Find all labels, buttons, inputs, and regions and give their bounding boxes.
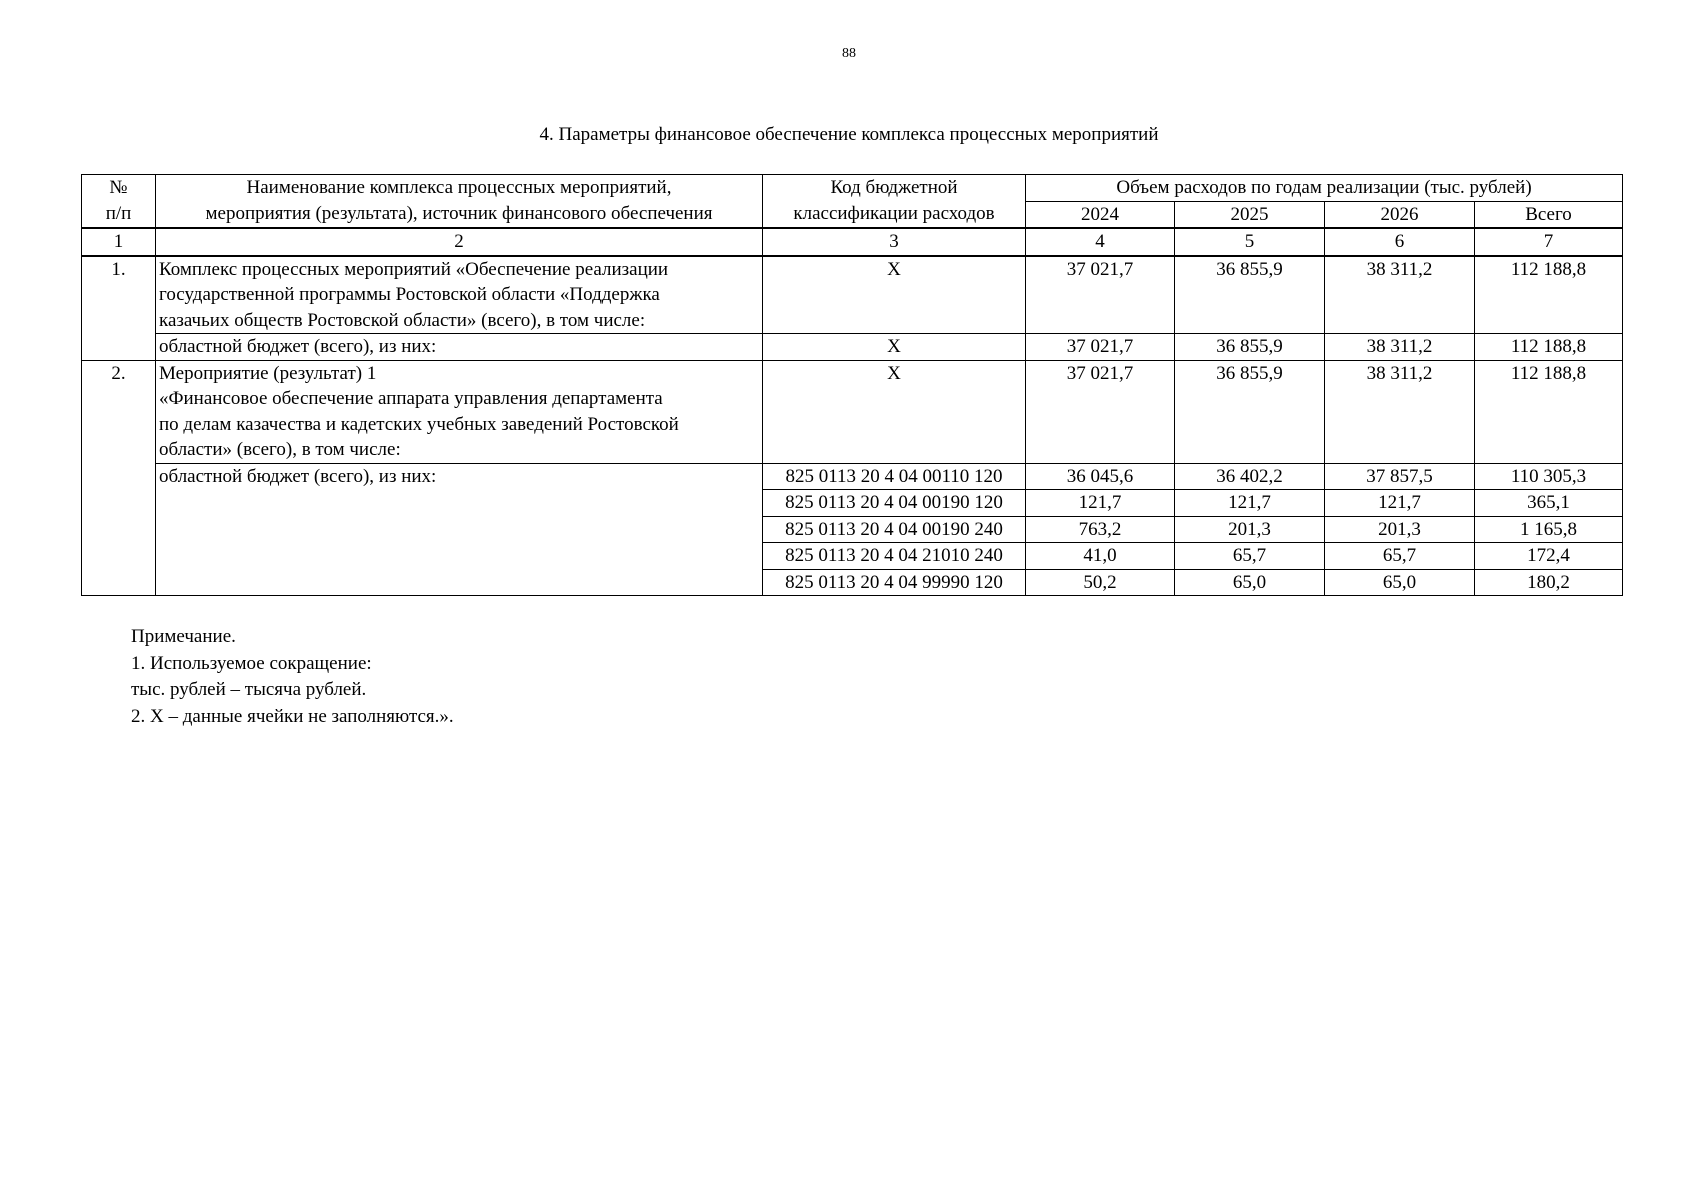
col-number: 5 bbox=[1175, 228, 1325, 256]
value-2024: 50,2 bbox=[1026, 569, 1175, 596]
value-2025: 65,7 bbox=[1175, 543, 1325, 570]
table-row bbox=[82, 256, 1623, 334]
value-total: 110 305,3 bbox=[1475, 463, 1623, 490]
row-code: 825 0113 20 4 04 00190 240 bbox=[763, 516, 1026, 543]
row-name: Мероприятие (результат) 1 «Финансовое обеспечение аппарата управления департамента по делам казачества и кадетских учебных заведений Ростовской области» (всего), в том числе: bbox=[156, 360, 763, 463]
value-2024: 37 021,7 bbox=[1026, 334, 1175, 361]
page-number: 88 bbox=[842, 46, 856, 61]
value-total: 180,2 bbox=[1475, 569, 1623, 596]
value-total: 1 165,8 bbox=[1475, 516, 1623, 543]
value-2026: 38 311,2 bbox=[1325, 256, 1475, 334]
row-number: 2. bbox=[82, 360, 156, 596]
value-2026: 65,7 bbox=[1325, 543, 1475, 570]
value-total: 112 188,8 bbox=[1475, 360, 1623, 463]
header-name: Наименование комплекса процессных мероприятий, мероприятия (результата), источник финансового обеспечения bbox=[156, 175, 763, 229]
col-number: 1 bbox=[82, 228, 156, 256]
header-total: Всего bbox=[1475, 201, 1623, 228]
value-total: 365,1 bbox=[1475, 490, 1623, 517]
header-year-2024: 2024 bbox=[1026, 201, 1175, 228]
row-code: 825 0113 20 4 04 00110 120 bbox=[763, 463, 1026, 490]
notes bbox=[131, 624, 454, 730]
table-row bbox=[82, 334, 1623, 361]
value-total: 112 188,8 bbox=[1475, 334, 1623, 361]
row-code: Х bbox=[763, 334, 1026, 361]
value-2025: 36 855,9 bbox=[1175, 256, 1325, 334]
notes-heading: Примечание. bbox=[131, 626, 236, 647]
header-year-2026: 2026 bbox=[1325, 201, 1475, 228]
col-number: 6 bbox=[1325, 228, 1475, 256]
row-name: Комплекс процессных мероприятий «Обеспечение реализации государственной программы Ростовской области «Поддержка казачьих обществ Ростовской области» (всего), в том числе: bbox=[156, 256, 763, 334]
value-2024: 763,2 bbox=[1026, 516, 1175, 543]
header-year-2025: 2025 bbox=[1175, 201, 1325, 228]
value-2024: 41,0 bbox=[1026, 543, 1175, 570]
value-2025: 36 402,2 bbox=[1175, 463, 1325, 490]
table-row bbox=[82, 360, 1623, 463]
value-total: 172,4 bbox=[1475, 543, 1623, 570]
col-number: 3 bbox=[763, 228, 1026, 256]
row-code: 825 0113 20 4 04 00190 120 bbox=[763, 490, 1026, 517]
note-item: 1. Используемое сокращение: bbox=[131, 652, 372, 674]
value-2026: 201,3 bbox=[1325, 516, 1475, 543]
value-2025: 36 855,9 bbox=[1175, 334, 1325, 361]
value-2025: 36 855,9 bbox=[1175, 360, 1325, 463]
value-2024: 36 045,6 bbox=[1026, 463, 1175, 490]
value-2025: 65,0 bbox=[1175, 569, 1325, 596]
row-name: областной бюджет (всего), из них: bbox=[156, 334, 763, 361]
value-2026: 38 311,2 bbox=[1325, 360, 1475, 463]
finance-table bbox=[81, 174, 1623, 596]
col-number: 7 bbox=[1475, 228, 1623, 256]
value-total: 112 188,8 bbox=[1475, 256, 1623, 334]
row-code: 825 0113 20 4 04 21010 240 bbox=[763, 543, 1026, 570]
header-code: Код бюджетной классификации расходов bbox=[763, 175, 1026, 229]
header-num: № п/п bbox=[82, 175, 156, 229]
value-2025: 201,3 bbox=[1175, 516, 1325, 543]
value-2026: 65,0 bbox=[1325, 569, 1475, 596]
value-2024: 37 021,7 bbox=[1026, 256, 1175, 334]
row-code: Х bbox=[763, 256, 1026, 334]
value-2026: 37 857,5 bbox=[1325, 463, 1475, 490]
value-2026: 121,7 bbox=[1325, 490, 1475, 517]
header-row-1 bbox=[82, 175, 1623, 202]
section-title: 4. Параметры финансовое обеспечение комплекса процессных мероприятий bbox=[539, 124, 1159, 145]
row-number: 1. bbox=[82, 256, 156, 361]
col-number: 2 bbox=[156, 228, 763, 256]
value-2026: 38 311,2 bbox=[1325, 334, 1475, 361]
col-number: 4 bbox=[1026, 228, 1175, 256]
note-item: тыс. рублей – тысяча рублей. bbox=[131, 679, 367, 700]
column-numbers-row bbox=[82, 228, 1623, 256]
row-name: областной бюджет (всего), из них: bbox=[156, 463, 763, 596]
row-code: Х bbox=[763, 360, 1026, 463]
value-2025: 121,7 bbox=[1175, 490, 1325, 517]
table-row bbox=[82, 463, 1623, 490]
note-item: 2. Х – данные ячейки не заполняются.». bbox=[131, 705, 454, 727]
row-code: 825 0113 20 4 04 99990 120 bbox=[763, 569, 1026, 596]
value-2024: 121,7 bbox=[1026, 490, 1175, 517]
value-2024: 37 021,7 bbox=[1026, 360, 1175, 463]
header-volume: Объем расходов по годам реализации (тыс. рублей) bbox=[1026, 175, 1623, 202]
